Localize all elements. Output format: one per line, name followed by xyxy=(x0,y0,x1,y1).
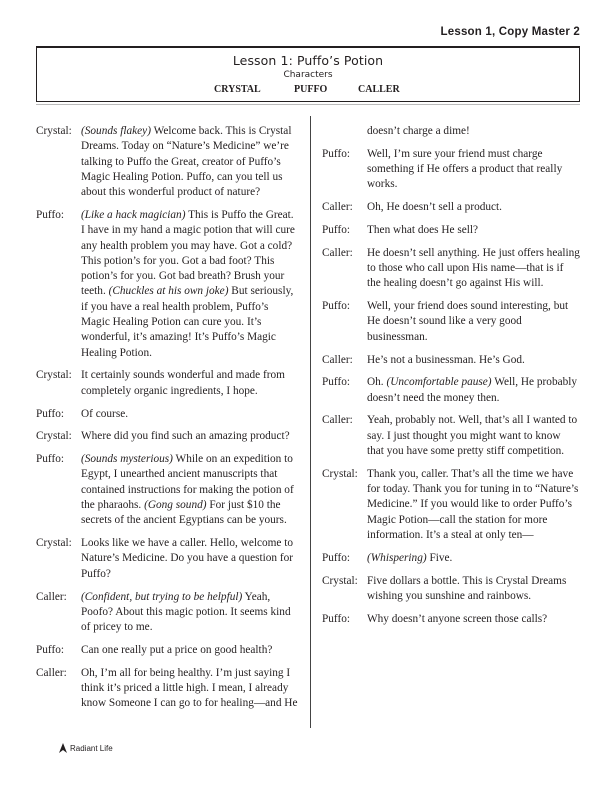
dialogue-line xyxy=(322,375,580,406)
radiant-life-icon xyxy=(58,742,68,754)
spoken-text: Five. xyxy=(426,551,453,564)
dialogue-line xyxy=(322,124,580,139)
stage-direction: (Sounds mysterious) xyxy=(81,453,173,466)
character-caller: CALLER xyxy=(358,84,400,95)
spoken-text: Can one really put a price on good health? xyxy=(81,643,273,656)
speaker-name: Puffo: xyxy=(36,643,65,656)
copy-master-label: Lesson 1, Copy Master 2 xyxy=(440,26,580,38)
spoken-text: Oh. xyxy=(367,376,387,389)
spoken-text: He doesn’t sell anything. He just offers healing to those who call upon His name—that is if the healing doesn’t go against His will. xyxy=(367,246,580,290)
dialogue-text xyxy=(81,368,298,399)
speaker-name: Puffo: xyxy=(322,147,351,160)
stage-direction: (Gong sound) xyxy=(144,499,207,512)
title-box xyxy=(36,48,580,102)
speaker-name: Caller: xyxy=(322,201,353,214)
dialogue-text xyxy=(367,612,580,627)
dialogue-text xyxy=(81,429,298,444)
publisher-logo xyxy=(58,742,113,754)
speaker-name: Puffo: xyxy=(36,453,65,466)
column-divider xyxy=(310,116,311,728)
speaker-name: Crystal: xyxy=(322,574,358,587)
dialogue-text xyxy=(81,666,298,712)
dialogue-line xyxy=(36,368,298,399)
dialogue-line xyxy=(322,147,580,193)
dialogue-text xyxy=(367,299,580,345)
spoken-text: Looks like we have a caller. Hello, welcome to Nature’s Medicine. Do you have a question for Puffo? xyxy=(81,537,294,580)
spoken-text: Where did you find such an amazing product? xyxy=(81,430,290,443)
dialogue-text xyxy=(367,147,580,193)
dialogue-line xyxy=(36,429,298,444)
speaker-name: Crystal: xyxy=(36,125,72,137)
speaker-name: Puffo: xyxy=(322,223,351,236)
speaker-name: Caller: xyxy=(322,414,353,427)
dialogue-text xyxy=(81,643,298,658)
script-column-right xyxy=(322,124,580,635)
dialogue-text xyxy=(81,452,298,528)
speaker-name: Caller: xyxy=(36,666,67,679)
speaker-name: Puffo: xyxy=(322,300,351,313)
dialogue-text xyxy=(367,353,580,368)
dialogue-line xyxy=(322,413,580,459)
spoken-text: doesn’t charge a dime! xyxy=(367,125,470,137)
spoken-text: This is Puffo the Great. I have in my hand a magic potion that will cure any health problem you may have. Got a cold? This potion’s for you. Got a bad foot? This potion’s for you. Got bad breath? Brush your teeth. xyxy=(81,208,295,298)
stage-direction: (Whispering) xyxy=(367,551,427,564)
characters-label: Characters xyxy=(283,70,333,80)
spoken-text: For just $10 the secrets of the ancient Egyptians can be yours. xyxy=(81,499,287,527)
spoken-text: Well, He probably doesn’t need the money then. xyxy=(367,376,578,404)
dialogue-line xyxy=(322,299,580,345)
speaker-name: Crystal: xyxy=(36,430,72,443)
speaker-name: Puffo: xyxy=(322,376,351,389)
speaker-name: Puffo: xyxy=(36,208,65,221)
dialogue-text xyxy=(367,246,580,292)
speaker-name: Caller: xyxy=(322,246,353,259)
stage-direction: (Chuckles at his own joke) xyxy=(108,285,229,298)
spoken-text: Why doesn’t anyone screen those calls? xyxy=(367,612,548,625)
speaker-name: Crystal: xyxy=(322,467,358,480)
dialogue-line xyxy=(36,208,298,361)
character-puffo: PUFFO xyxy=(294,84,328,95)
dialogue-line xyxy=(322,612,580,627)
dialogue-text xyxy=(367,375,580,406)
dialogue-text xyxy=(367,223,580,238)
dialogue-text xyxy=(367,551,580,566)
stage-direction: (Like a hack magician) xyxy=(81,208,186,221)
dialogue-text xyxy=(81,407,298,422)
dialogue-line xyxy=(322,246,580,292)
dialogue-line xyxy=(322,200,580,215)
dialogue-text xyxy=(367,200,580,215)
dialogue-line xyxy=(322,223,580,238)
stage-direction: (Sounds flakey) xyxy=(81,125,151,137)
speaker-name: Puffo: xyxy=(322,612,351,625)
spoken-text: Oh, He doesn’t sell a product. xyxy=(367,201,503,214)
speaker-name: Crystal: xyxy=(36,537,72,550)
spoken-text: He’s not a businessman. He’s God. xyxy=(367,353,525,366)
speaker-name xyxy=(322,124,367,139)
spoken-text: Then what does He sell? xyxy=(367,223,479,236)
dialogue-line xyxy=(322,574,580,605)
speaker-name: Caller: xyxy=(36,590,67,603)
dialogue-line xyxy=(322,551,580,566)
speaker-name: Puffo: xyxy=(36,407,65,420)
speaker-name: Caller: xyxy=(322,353,353,366)
publisher-name: Radiant Life xyxy=(70,743,113,753)
character-crystal: CRYSTAL xyxy=(214,84,261,95)
dialogue-line xyxy=(322,467,580,543)
dialogue-line xyxy=(322,353,580,368)
dialogue-line xyxy=(36,590,298,636)
dialogue-text xyxy=(367,574,580,605)
characters-list xyxy=(37,84,579,98)
spoken-text: While on an expedition to Egypt, I unearthed ancient manuscripts that contained instructions for making the potion of the pharaohs. xyxy=(81,453,294,512)
lesson-title: Lesson 1: Puffo’s Potion xyxy=(232,53,384,68)
spoken-text: It certainly sounds wonderful and made from completely organic ingredients, I hope. xyxy=(81,369,285,397)
spoken-text: Thank you, caller. That’s all the time we have for today. Thank you for tuning in to “Nature’s Medicine.” If you would like to order Puffo’s Magic Potion—call the station for more information. It’s a steal at only ten— xyxy=(367,467,579,542)
dialogue-text xyxy=(81,590,298,636)
dialogue-line xyxy=(36,536,298,582)
spoken-text: Of course. xyxy=(81,407,129,420)
script-column-left xyxy=(36,124,298,719)
dialogue-line xyxy=(36,643,298,658)
spoken-text: Welcome back. This is Crystal Dreams. Today on “Nature’s Medicine” we’re talking to Puffo the Great, creator of Puffo’s Magic Healing Potion. Puffo, can you tell us about this wonderful product of nature? xyxy=(81,125,292,199)
speaker-name: Crystal: xyxy=(36,369,72,382)
spoken-text: Oh, I’m all for being healthy. I’m just saying I think it’s priced a little high. I mean, I already know Someone I can go to for healing—and He xyxy=(81,666,298,710)
spoken-text: Yeah, Poofo? About this magic potion. It seems kind of pricey to me. xyxy=(81,590,291,634)
dialogue-line xyxy=(36,407,298,422)
dialogue-text xyxy=(367,124,580,139)
spoken-text: Well, your friend does sound interesting, but He doesn’t sound like a very good businessman. xyxy=(367,300,569,343)
speaker-name: Puffo: xyxy=(322,551,351,564)
spoken-text: But seriously, if you have a real health problem, Puffo’s Magic Healing Potion can cure you. It’s wonderful, it’s amazing! It’s Puffo’s Magic Healing Potion. xyxy=(81,285,294,359)
dialogue-text xyxy=(81,536,298,582)
dialogue-line xyxy=(36,124,298,200)
stage-direction: (Confident, but trying to be helpful) xyxy=(81,590,243,603)
dialogue-text xyxy=(367,467,580,543)
spoken-text: Five dollars a bottle. This is Crystal Dreams wishing you sunshine and rainbows. xyxy=(367,574,567,602)
spoken-text: Well, I’m sure your friend must charge something if He offers a product that really works. xyxy=(367,147,563,191)
dialogue-text xyxy=(81,124,298,200)
title-underline xyxy=(36,104,580,105)
dialogue-text xyxy=(367,413,580,459)
stage-direction: (Uncomfortable pause) xyxy=(386,376,492,389)
dialogue-text xyxy=(81,208,298,361)
spoken-text: Yeah, probably not. Well, that’s all I wanted to say. I just thought you might want to know that you have some pretty stiff competition. xyxy=(367,414,578,458)
dialogue-line xyxy=(36,666,298,712)
dialogue-line xyxy=(36,452,298,528)
